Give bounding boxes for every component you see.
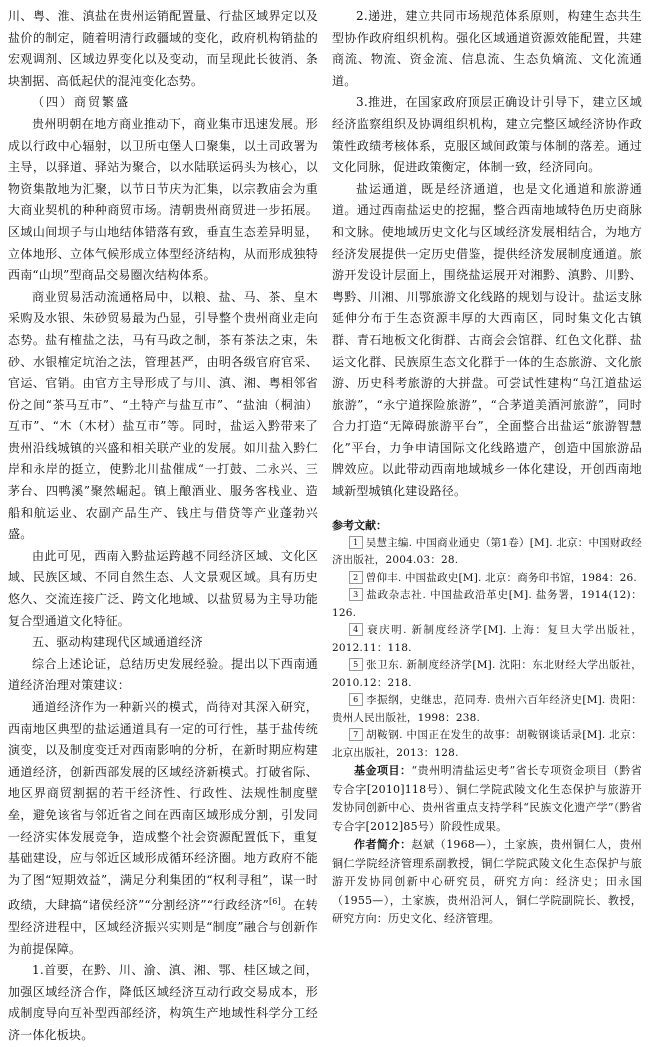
reference-item: 5 张卫东. 新制度经济学[M]. 沈阳：东北财经大学出版社，2010.12：218. <box>332 659 642 689</box>
section-heading-five: 五、驱动构建现代区域通道经济 <box>32 635 203 650</box>
paragraph: 商业贸易活动流通格局中，以粮、盐、马、茶、皇木采购及水银、朱砂贸易最为凸显，引导整个贵州商业走向态势。盐有榷盐之法，马有马政之制，茶有茶法之束，朱砂、水银榷定坑治之法，管理甚严，由明各级官府官采、官运、官销。由官方主导形成了与川、滇、湘、粤相邻省份之间“茶马互市”、“土特产与盐互市”、“盐油（桐油）互市”、“木（木材）盐互市”等。同时，盐运入黔带来了贵州沿线城镇的兴盛和相关联产业的发展。如川盐入黔仁岸和永岸的挺立，使黔北川盐催成“一打鼓、二永兴、三茅台、四鸭溪”聚然崛起。镇上酿酒业、服务客栈业、造船和航运业、农副产品生产、钱庄与借贷等产业蓬勃兴盛。 <box>8 289 318 542</box>
paragraph: 盐运通道，既是经济通道，也是文化通道和旅游通道。通过西南盐运史的挖掘，整合西南地域特色历史商脉和文脉。使地域历史文化与区域经济发展相结合，为地方经济发展提供一定历史借鉴，提供经济发展制度通道。旅游开发设计层面上，围绕盐运展开对湘黔、滇黔、川黔、粤黔、川湘、川鄂旅游文化线路的规划与设计。盐运支脉延伸分布于生态资源丰厚的大西南区，同时集文化古镇群、青石地板文化街群、古商会会馆群、红色文化群、盐运文化群、民族原生态文化群于一体的生态旅游、文化旅游、历史科考旅游的大拼盘。可尝试性建构“乌江道盐运旅游”，“永宁道探险旅游”，“合茅道美酒河旅游”，同时合力打造“无障碍旅游平台”，全面整合出盐运“旅游智慧化”平台，力争申请国际文化线路遗产，创造中国旅游品牌效应。以此带动西南地域城乡一体化建设，开创西南地域新型城镇化建设路径。 <box>332 181 642 499</box>
right-column <box>332 6 642 1047</box>
paragraph: 贵州明朝在地方商业推动下，商业集市迅速发展。形成以行政中心辐射，以卫所屯堡人口聚集，以土司政署为主导，以驿道、驿站为聚合，以水陆联运码头为核心，以物资集散地为汇聚，以节日节庆为汇集，以宗教庙会为重大商业契机的种种商贸市场。清朝贵州商贸进一步拓展。区域山间坝子与山地结体错落有致，垂直生态差异明显，立体地形、立体气候形成立体型经济结构，从而形成独特西南“山坝”型商品交易圈次结构体系。 <box>8 116 318 283</box>
reference-item: 4 衰庆明. 新制度经济学[M]. 上海：复旦大学出版社，2012.11：118. <box>332 624 642 654</box>
references-title: 参考文献： <box>332 518 387 532</box>
paragraph: 1.首要，在黔、川、渝、滇、湘、鄂、桂区域之间，加强区域经济合作，降低区域经济互动行政交易成本，形成制度导向互补型西部经济，构筑生产地域性科学分工经济一体化板块。 <box>8 963 318 1042</box>
paragraph: 综合上述论证，总结历史发展经验。提出以下西南通道经济治理对策建议： <box>8 656 318 693</box>
reference-item: 7 胡鞍钢. 中国正在发生的故事：胡鞍钢谈话录[M]. 北京：北京出版社，2013：128. <box>332 729 642 759</box>
two-column-body <box>8 6 642 1047</box>
fund-note: 基金项目：“贵州明清盐运史考”省长专项资金项目（黔省专合字[2010]118号）、铜仁学院武陵文化生态保护与旅游开发协同创新中心、贵州省重点支持学科“民族文化遗产学”（黔省专合字[2012]85号）阶段性成果。 <box>332 764 642 833</box>
paragraph: 通道经济作为一种新兴的模式，尚待对其深入研究，西南地区典型的盐运通道具有一定的可行性，基于盐传统演变，以及制度变迁对西南影响的分析，在新时期应构建通道经济，创新西部发展的区域经济新模式。打破省际、地区界商贸割据的若干经济性、行政性、法规性制度壁垒，避免该省与邻近省之间在西南区域形成分割，引发同一经济实体发展竞争，造成整个社会资源配置低下，重复基础建设，应与邻近区域形成循环经济圈。地方政府不能为了图“短期效益”，满足分利集团的“权利寻租”，谋一时政绩，大肆搞“诸侯经济”“分割经济”“行政经济”[6]。在转型经济进程中，区域经济振兴实则是“制度”融合与创新作为前提保障。 <box>8 700 318 956</box>
reference-item: 3 盐政杂志社. 中国盐政沿革史[M]. 盐务署，1914(12)：126. <box>332 589 642 619</box>
reference-item: 1 吴慧主编. 中国商业通史（第1卷）[M]. 北京：中国财政经济出版社，2004.03：28. <box>332 536 642 567</box>
subsection-heading-commerce: （四）商贸繁盛 <box>32 95 131 110</box>
author-note: 作者简介：赵斌（1968—），土家族，贵州铜仁人，贵州铜仁学院经济管理系副教授，铜仁学院武陵文化生态保护与旅游开发协同创新中心研究员，研究方向：经济史；田永国（1955—），土家族，贵州沿河人，铜仁学院副院长、教授，研究方向：历史文化、经济管理。 <box>332 838 642 926</box>
paragraph: 2.递进，建立共同市场规范体系原则，构建生态共生型协作政府组织机构。强化区域通道资源效能配置，共建商流、物流、资金流、信息流、生态负熵流、文化流通道。 <box>332 9 642 88</box>
reference-item: 2 曾仰丰. 中国盐政史[M]. 北京：商务印书馆，1984：26. <box>332 570 642 588</box>
left-column <box>8 6 318 1047</box>
paragraph: 川、粤、淮、滇盐在贵州运销配置量、行盐区域界定以及盐价的制定，随着明清行政疆域的变化，政府机构销盐的宏观调剂、区域边界变化以及变动，而呈现此长彼消、条块割据、高低起伏的混沌变化态势。 <box>8 9 318 88</box>
reference-item: 6 李振纲，史继忠，范同寿. 贵州六百年经济史[M]. 贵阳：贵州人民出版社，1998：238. <box>332 694 642 724</box>
citation-mark: [6] <box>268 897 281 907</box>
paragraph: 3.推进，在国家政府顶层正确设计引导下，建立区域经济监察组织及协调组织机构，建立完整区域经济协作政策性政绩考核体系，克服区域间政策与体制的落差。通过文化同脉，促进政策衡定，体制一致，经济同向。 <box>332 95 642 175</box>
paragraph: 由此可见，西南入黔盐运跨越不同经济区域、文化区域、民族区域、不同自然生态、人文景观区域。具有历史悠久、交流连接广泛、跨文化地域、以盐贸易为主导功能复合型通道文化特征。 <box>8 548 318 628</box>
references-list <box>332 535 642 763</box>
